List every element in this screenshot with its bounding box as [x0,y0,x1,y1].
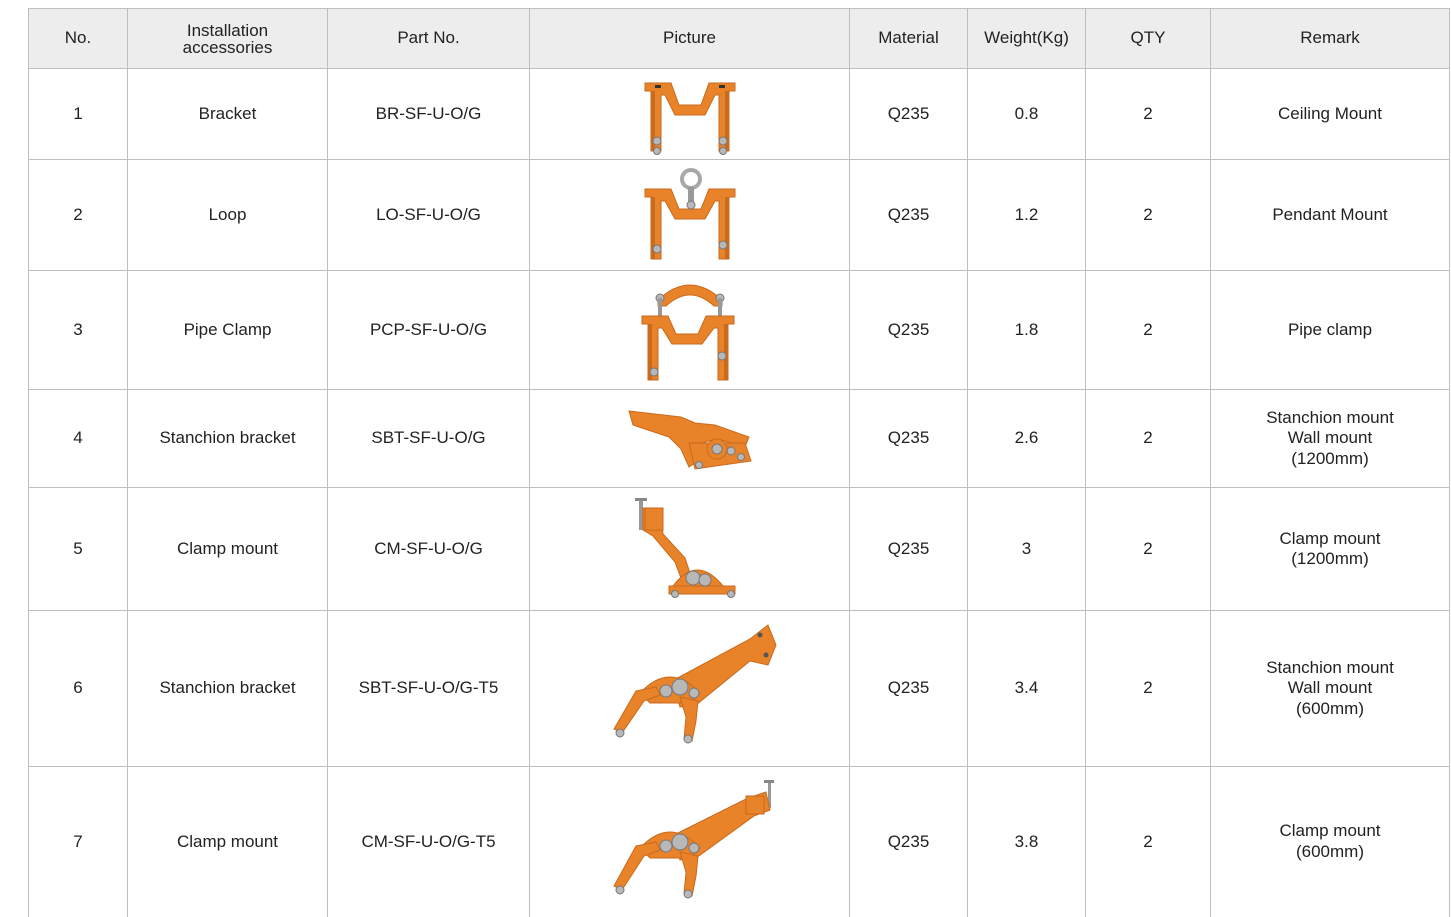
cell-remark: Clamp mount (1200mm) [1211,488,1450,611]
clamp-mount-icon [625,494,755,604]
table-header-row [29,9,1450,69]
cell-part-no: BR-SF-U-O/G [328,69,530,160]
header-weight: Weight(Kg) [968,9,1086,69]
cell-part-no: SBT-SF-U-O/G-T5 [328,611,530,767]
cell-picture [530,390,850,488]
cell-picture [530,69,850,160]
cell-accessory: Clamp mount [128,767,328,917]
cell-weight: 1.2 [968,160,1086,271]
cell-remark: Clamp mount (600mm) [1211,767,1450,917]
cell-accessory: Stanchion bracket [128,390,328,488]
header-remark: Remark [1211,9,1450,69]
cell-qty: 2 [1086,160,1211,271]
cell-part-no: SBT-SF-U-O/G [328,390,530,488]
cell-qty: 2 [1086,611,1211,767]
cell-material: Q235 [850,271,968,390]
cell-qty: 2 [1086,69,1211,160]
cell-material: Q235 [850,160,968,271]
table-row [29,160,1450,271]
cell-material: Q235 [850,488,968,611]
cell-part-no: PCP-SF-U-O/G [328,271,530,390]
cell-no: 4 [29,390,128,488]
table-row [29,271,1450,390]
cell-picture [530,611,850,767]
cell-no: 5 [29,488,128,611]
cell-qty: 2 [1086,488,1211,611]
cell-no: 6 [29,611,128,767]
cell-accessory: Bracket [128,69,328,160]
cell-part-no: CM-SF-U-O/G [328,488,530,611]
cell-remark: Pendant Mount [1211,160,1450,271]
cell-accessory: Pipe Clamp [128,271,328,390]
cell-qty: 2 [1086,767,1211,917]
cell-no: 1 [29,69,128,160]
cell-weight: 3.8 [968,767,1086,917]
cell-picture [530,160,850,271]
header-no: No. [29,9,128,69]
table-row [29,488,1450,611]
cell-part-no: CM-SF-U-O/G-T5 [328,767,530,917]
stanchion-bracket-t5-icon [600,621,780,757]
cell-material: Q235 [850,69,968,160]
cell-weight: 2.6 [968,390,1086,488]
header-picture: Picture [530,9,850,69]
header-installation-accessories [128,9,328,69]
u-bracket-icon [635,71,745,157]
table-row [29,611,1450,767]
cell-remark: Ceiling Mount [1211,69,1450,160]
header-accessories-label: Installation accessories [182,20,273,57]
cell-picture [530,767,850,917]
accessories-table [28,8,1450,917]
cell-remark: Stanchion mount Wall mount (600mm) [1211,611,1450,767]
cell-picture [530,488,850,611]
cell-picture [530,271,850,390]
cell-no: 7 [29,767,128,917]
header-part-no: Part No. [328,9,530,69]
cell-no: 3 [29,271,128,390]
cell-qty: 2 [1086,271,1211,390]
loop-bracket-icon [635,165,745,265]
clamp-mount-t5-icon [600,776,780,908]
cell-accessory: Clamp mount [128,488,328,611]
cell-qty: 2 [1086,390,1211,488]
cell-remark: Pipe clamp [1211,271,1450,390]
cell-material: Q235 [850,767,968,917]
table-row [29,390,1450,488]
pipe-clamp-icon [630,274,750,386]
cell-accessory: Stanchion bracket [128,611,328,767]
cell-accessory: Loop [128,160,328,271]
table-row [29,767,1450,917]
cell-weight: 1.8 [968,271,1086,390]
cell-remark: Stanchion mount Wall mount (1200mm) [1211,390,1450,488]
table-row [29,69,1450,160]
cell-weight: 0.8 [968,69,1086,160]
cell-part-no: LO-SF-U-O/G [328,160,530,271]
header-material: Material [850,9,968,69]
header-qty: QTY [1086,9,1211,69]
stanchion-bracket-icon [625,403,755,475]
cell-weight: 3 [968,488,1086,611]
cell-material: Q235 [850,611,968,767]
cell-material: Q235 [850,390,968,488]
cell-weight: 3.4 [968,611,1086,767]
cell-no: 2 [29,160,128,271]
